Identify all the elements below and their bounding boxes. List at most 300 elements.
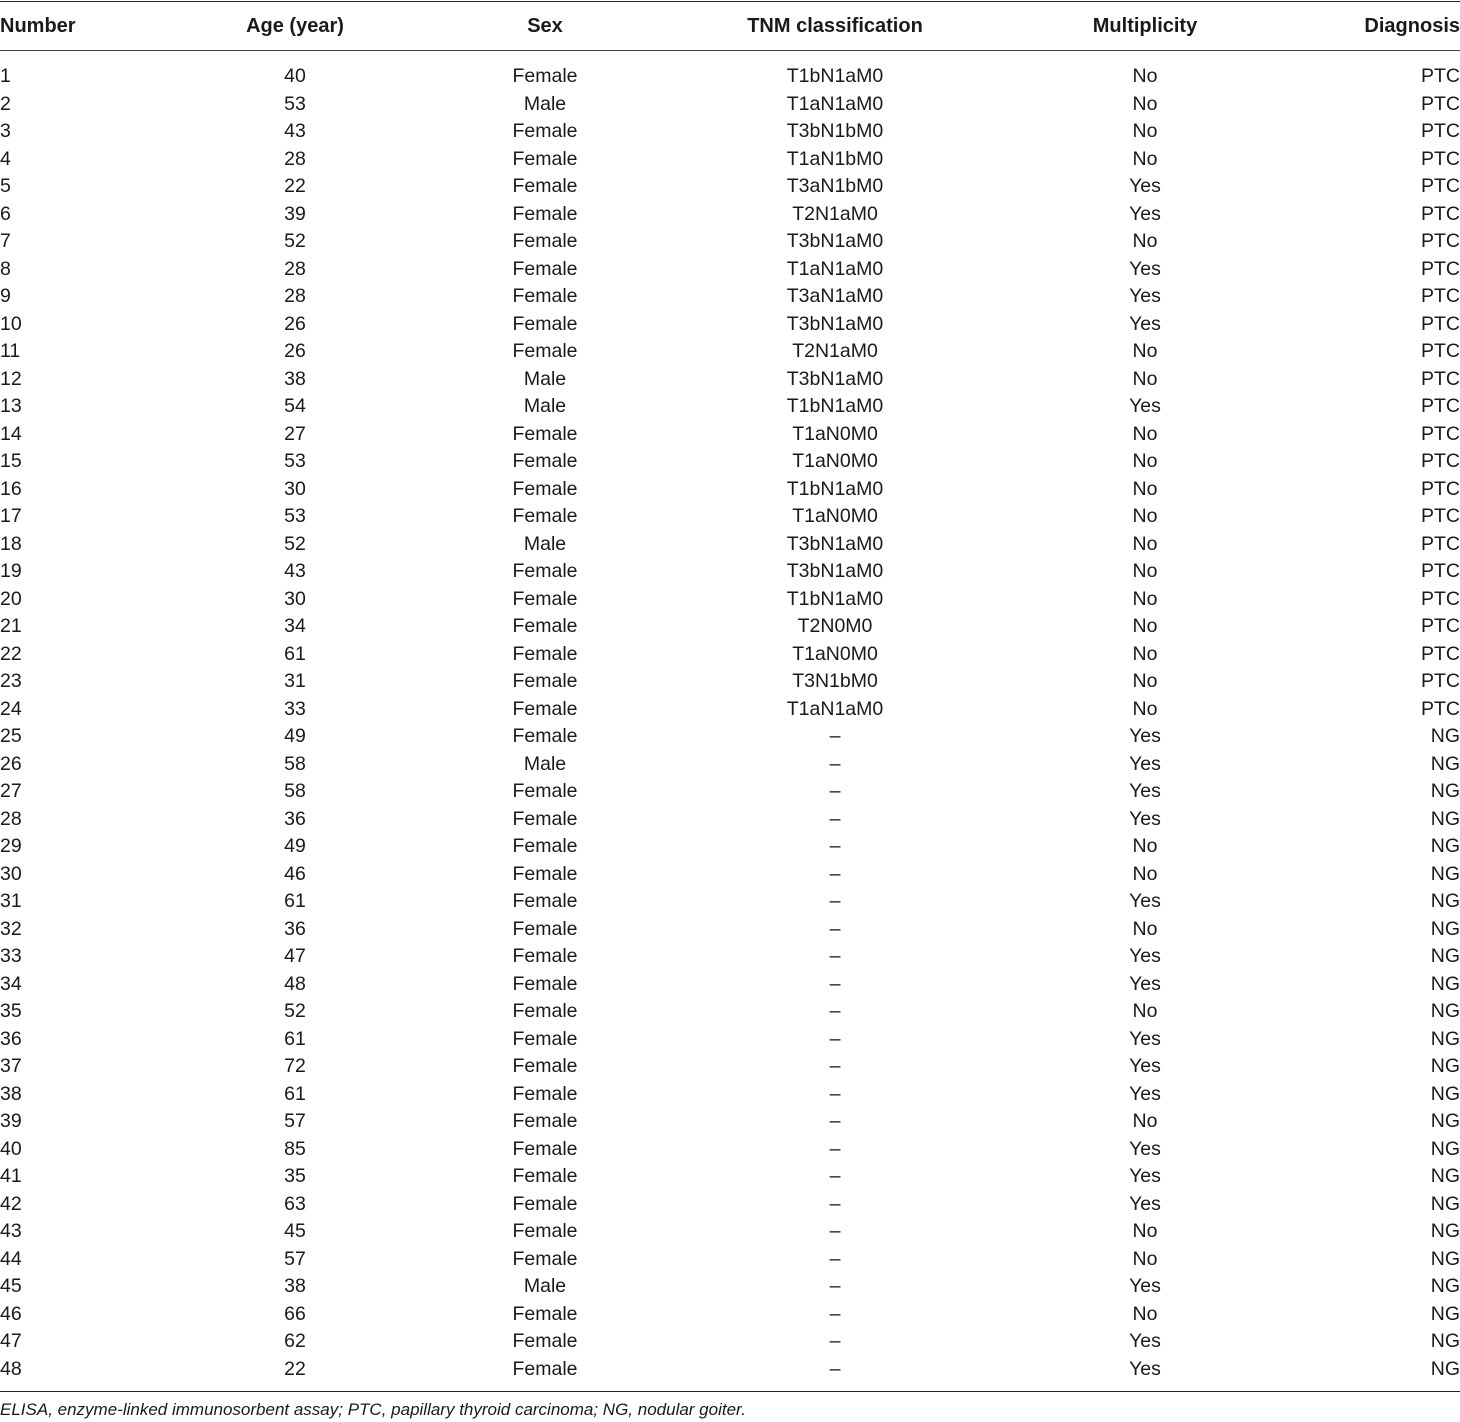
cell-multiplicity: No [1132,340,1158,362]
cell-diagnosis: PTC [1421,175,1460,197]
cell-diagnosis: NG [1430,1247,1460,1270]
cell-multiplicity: No [1132,230,1158,252]
cell-age: 48 [284,972,306,995]
cell-number: 27 [0,780,22,802]
cell-diagnosis: NG [1430,1082,1460,1105]
table-row [0,723,1460,751]
cell-number: 32 [0,917,22,940]
cell-diagnosis: PTC [1421,532,1460,555]
cell-diagnosis: PTC [1421,92,1460,115]
cell-multiplicity: No [1132,147,1158,170]
cell-diagnosis: NG [1430,862,1460,885]
cell-tnm: – [829,1220,841,1242]
table-row [0,366,1460,394]
cell-number: 11 [0,340,21,362]
cell-number: 39 [0,1110,22,1132]
table-row [0,1301,1460,1329]
cell-multiplicity: Yes [1129,1082,1161,1105]
table-row [0,1191,1460,1219]
cell-tnm: – [829,1082,841,1105]
table-row [0,751,1460,779]
header-diagnosis: Diagnosis [1364,14,1460,37]
cell-multiplicity: No [1132,120,1158,142]
cell-age: 61 [284,1082,306,1105]
cell-sex: Female [512,1302,578,1325]
table-row [0,1026,1460,1054]
cell-number: 29 [0,835,22,857]
cell-tnm: – [829,752,841,775]
cell-age: 57 [284,1110,306,1132]
cell-tnm: T3bN1aM0 [786,367,884,390]
cell-tnm: – [829,945,841,967]
cell-tnm: T2N0M0 [797,615,873,637]
cell-number: 1 [0,65,11,87]
cell-tnm: – [829,1247,841,1270]
cell-diagnosis: PTC [1421,202,1460,225]
cell-multiplicity: No [1132,560,1158,582]
cell-multiplicity: No [1132,835,1158,857]
cell-sex: Female [512,1247,578,1270]
cell-tnm: – [829,725,841,747]
cell-diagnosis: PTC [1421,395,1460,417]
cell-multiplicity: Yes [1129,780,1161,802]
cell-age: 52 [284,532,306,555]
cell-number: 21 [0,615,22,637]
cell-diagnosis: PTC [1421,120,1460,142]
cell-diagnosis: PTC [1421,285,1460,307]
cell-tnm: T3bN1aM0 [786,230,884,252]
cell-diagnosis: NG [1430,752,1460,775]
table-row [0,586,1460,614]
cell-diagnosis: PTC [1421,450,1460,472]
cell-sex: Female [512,257,578,280]
cell-number: 22 [0,642,22,665]
table-row [0,283,1460,311]
cell-tnm: T1aN1aM0 [786,257,884,280]
cell-age: 63 [284,1192,306,1215]
cell-diagnosis: NG [1430,890,1460,912]
table-row [0,1163,1460,1191]
cell-number: 13 [0,395,22,417]
cell-age: 53 [284,92,306,115]
cell-diagnosis: NG [1430,807,1460,830]
cell-number: 47 [0,1330,22,1352]
cell-sex: Female [512,1000,578,1022]
cell-diagnosis: PTC [1421,560,1460,582]
cell-diagnosis: NG [1430,1275,1460,1297]
cell-sex: Female [512,697,578,720]
cell-sex: Female [512,505,578,527]
cell-tnm: – [829,1110,841,1132]
table-header [0,0,1460,52]
cell-multiplicity: No [1132,917,1158,940]
cell-age: 27 [284,422,306,445]
header-age: Age (year) [246,14,344,37]
cell-sex: Female [512,340,578,362]
cell-diagnosis: PTC [1421,230,1460,252]
cell-diagnosis: PTC [1421,615,1460,637]
cell-age: 22 [284,1357,306,1380]
cell-multiplicity: Yes [1129,1192,1161,1215]
cell-multiplicity: No [1132,670,1158,692]
cell-tnm: T1aN0M0 [792,450,878,472]
cell-sex: Female [512,587,578,610]
cell-multiplicity: No [1132,697,1158,720]
cell-age: 36 [284,807,306,830]
cell-tnm: T1aN0M0 [792,642,878,665]
cell-number: 34 [0,972,22,995]
cell-age: 49 [284,725,306,747]
cell-age: 72 [284,1055,306,1077]
cell-age: 40 [284,65,306,87]
header-multiplicity: Multiplicity [1092,14,1198,37]
table-row [0,531,1460,559]
cell-age: 33 [284,697,306,720]
table-row [0,641,1460,669]
cell-diagnosis: NG [1430,945,1460,967]
cell-sex: Female [512,890,578,912]
cell-diagnosis: PTC [1421,587,1460,610]
cell-tnm: T3aN1bM0 [786,175,884,197]
cell-multiplicity: Yes [1129,945,1161,967]
cell-age: 62 [284,1330,306,1352]
table-row [0,393,1460,421]
cell-number: 8 [0,257,11,280]
cell-age: 45 [284,1220,306,1242]
cell-age: 28 [284,285,306,307]
cell-age: 28 [284,257,306,280]
table-row [0,1053,1460,1081]
cell-tnm: T1aN0M0 [792,422,878,445]
cell-age: 26 [284,340,306,362]
table-row [0,118,1460,146]
cell-multiplicity: Yes [1129,1137,1161,1160]
cell-age: 61 [284,890,306,912]
cell-sex: Female [512,917,578,940]
cell-number: 42 [0,1192,22,1215]
cell-multiplicity: Yes [1129,1357,1161,1380]
cell-tnm: – [829,1357,841,1380]
cell-sex: Female [512,835,578,857]
cell-sex: Female [512,862,578,885]
cell-number: 16 [0,477,22,500]
table-row [0,476,1460,504]
cell-tnm: – [829,1302,841,1325]
cell-multiplicity: No [1132,1220,1158,1242]
cell-age: 85 [284,1137,306,1160]
table-row [0,91,1460,119]
cell-sex: Male [523,752,567,775]
cell-tnm: – [829,1192,841,1215]
cell-tnm: – [829,1027,841,1050]
cell-diagnosis: PTC [1421,65,1460,87]
table-row [0,1273,1460,1301]
cell-multiplicity: Yes [1129,972,1161,995]
cell-age: 46 [284,862,306,885]
cell-number: 33 [0,945,22,967]
cell-age: 47 [284,945,306,967]
cell-number: 43 [0,1220,22,1242]
cell-age: 39 [284,202,306,225]
cell-age: 49 [284,835,306,857]
cell-age: 66 [284,1302,306,1325]
cell-tnm: T3aN1aM0 [786,285,884,307]
cell-multiplicity: No [1132,65,1158,87]
table-row [0,1328,1460,1356]
cell-sex: Female [512,1055,578,1077]
cell-multiplicity: No [1132,505,1158,527]
cell-age: 34 [284,615,306,637]
table-row [0,503,1460,531]
cell-age: 53 [284,450,306,472]
cell-diagnosis: PTC [1421,670,1460,692]
cell-diagnosis: NG [1430,1027,1460,1050]
cell-number: 4 [0,147,11,170]
cell-tnm: – [829,835,841,857]
cell-age: 38 [284,1275,306,1297]
cell-multiplicity: Yes [1129,285,1161,307]
cell-multiplicity: No [1132,532,1158,555]
cell-tnm: – [829,1137,841,1160]
cell-diagnosis: NG [1430,917,1460,940]
cell-diagnosis: NG [1430,1137,1460,1160]
table-row [0,338,1460,366]
cell-age: 58 [284,752,306,775]
table-row [0,228,1460,256]
cell-sex: Female [512,945,578,967]
cell-sex: Female [512,1110,578,1132]
table-row [0,668,1460,696]
cell-tnm: T2N1aM0 [792,340,878,362]
table-body [0,52,1460,1383]
cell-diagnosis: NG [1430,1220,1460,1242]
cell-tnm: T1bN1aM0 [786,65,884,87]
cell-age: 52 [284,1000,306,1022]
cell-multiplicity: Yes [1129,1330,1161,1352]
cell-diagnosis: PTC [1421,697,1460,720]
cell-tnm: – [829,1330,841,1352]
cell-number: 46 [0,1302,22,1325]
cell-sex: Female [512,65,578,87]
cell-sex: Female [512,450,578,472]
cell-tnm: – [829,1275,841,1297]
cell-sex: Female [512,807,578,830]
cell-sex: Female [512,1220,578,1242]
cell-sex: Female [512,120,578,142]
cell-number: 30 [0,862,22,885]
cell-sex: Female [512,560,578,582]
cell-diagnosis: NG [1430,1000,1460,1022]
table-row [0,806,1460,834]
cell-tnm: T3bN1aM0 [786,532,884,555]
cell-age: 52 [284,230,306,252]
cell-sex: Female [512,1137,578,1160]
cell-number: 35 [0,1000,22,1022]
cell-multiplicity: Yes [1129,395,1161,417]
table-row [0,311,1460,339]
table-row [0,421,1460,449]
table-footnote: ELISA, enzyme-linked immunosorbent assay; PTC, papillary thyroid carcinoma; NG, nodular goiter. [0,1400,746,1419]
table-row [0,998,1460,1026]
header-number: Number [0,14,76,37]
cell-number: 15 [0,450,22,472]
cell-tnm: T1aN0M0 [792,505,878,527]
table-row [0,558,1460,586]
cell-multiplicity: No [1132,587,1158,610]
header-tnm: TNM classification [747,14,923,37]
cell-number: 20 [0,587,22,610]
cell-sex: Female [512,642,578,665]
table-row [0,1218,1460,1246]
cell-number: 48 [0,1357,22,1380]
cell-tnm: – [829,1000,841,1022]
cell-sex: Female [512,477,578,500]
cell-number: 14 [0,422,22,445]
cell-sex: Male [523,92,567,115]
cell-number: 26 [0,752,22,775]
cell-tnm: T1bN1aM0 [786,477,884,500]
cell-diagnosis: PTC [1421,340,1460,362]
table-row [0,861,1460,889]
cell-diagnosis: NG [1430,780,1460,802]
cell-tnm: T1aN1aM0 [786,92,884,115]
cell-tnm: – [829,917,841,940]
cell-number: 40 [0,1137,22,1160]
cell-multiplicity: No [1132,367,1158,390]
cell-age: 31 [284,670,306,692]
cell-number: 31 [0,890,22,912]
cell-multiplicity: Yes [1129,890,1161,912]
cell-age: 28 [284,147,306,170]
cell-sex: Female [512,1082,578,1105]
cell-multiplicity: No [1132,92,1158,115]
cell-age: 61 [284,1027,306,1050]
cell-multiplicity: Yes [1129,312,1161,335]
table-row [0,833,1460,861]
cell-number: 3 [0,120,11,142]
cell-multiplicity: No [1132,1247,1158,1270]
cell-tnm: – [829,972,841,995]
cell-diagnosis: NG [1430,1055,1460,1077]
cell-multiplicity: Yes [1129,257,1161,280]
cell-sex: Female [512,1165,578,1187]
cell-multiplicity: Yes [1129,725,1161,747]
cell-age: 22 [284,175,306,197]
cell-sex: Female [512,175,578,197]
cell-age: 30 [284,587,306,610]
cell-multiplicity: No [1132,477,1158,500]
cell-diagnosis: PTC [1421,312,1460,335]
cell-number: 36 [0,1027,22,1050]
cell-number: 7 [0,230,11,252]
cell-sex: Female [512,422,578,445]
cell-sex: Female [512,615,578,637]
cell-multiplicity: No [1132,450,1158,472]
table-bottom-rule [0,1391,1460,1392]
cell-diagnosis: PTC [1421,477,1460,500]
cell-sex: Female [512,1027,578,1050]
table-spacer-row [0,52,1460,63]
cell-multiplicity: Yes [1129,1027,1161,1050]
cell-number: 17 [0,505,22,527]
cell-tnm: T1bN1aM0 [786,587,884,610]
cell-number: 23 [0,670,22,692]
table-row [0,943,1460,971]
cell-sex: Female [512,670,578,692]
cell-tnm: T3N1bM0 [792,670,878,692]
cell-age: 38 [284,367,306,390]
cell-sex: Female [512,285,578,307]
table-row [0,173,1460,201]
cell-age: 53 [284,505,306,527]
cell-tnm: – [829,1165,841,1187]
cell-diagnosis: PTC [1421,367,1460,390]
cell-tnm: T1aN1bM0 [786,147,884,170]
cell-age: 30 [284,477,306,500]
cell-diagnosis: NG [1430,1302,1460,1325]
cell-diagnosis: NG [1430,835,1460,857]
cell-tnm: T3bN1bM0 [786,120,884,142]
cell-sex: Female [512,1192,578,1215]
table-row [0,1246,1460,1274]
cell-tnm: – [829,807,841,830]
cell-multiplicity: No [1132,422,1158,445]
cell-number: 37 [0,1055,22,1077]
cell-diagnosis: PTC [1421,147,1460,170]
cell-number: 45 [0,1275,22,1297]
cell-number: 25 [0,725,22,747]
cell-sex: Female [512,202,578,225]
cell-number: 19 [0,560,22,582]
cell-sex: Female [512,1330,578,1352]
cell-age: 36 [284,917,306,940]
cell-sex: Female [512,230,578,252]
cell-multiplicity: No [1132,1302,1158,1325]
table-row [0,613,1460,641]
cell-number: 44 [0,1247,22,1270]
cell-age: 54 [284,395,306,417]
cell-age: 26 [284,312,306,335]
cell-diagnosis: NG [1430,1165,1460,1187]
cell-number: 41 [0,1165,22,1187]
cell-multiplicity: Yes [1129,202,1161,225]
cell-number: 10 [0,312,22,335]
cell-multiplicity: No [1132,1000,1158,1022]
table-row [0,1081,1460,1109]
cell-multiplicity: Yes [1129,752,1161,775]
table-row [0,888,1460,916]
cell-multiplicity: Yes [1129,1055,1161,1077]
cell-diagnosis: PTC [1421,642,1460,665]
cell-age: 35 [284,1165,306,1187]
cell-diagnosis: NG [1430,972,1460,995]
cell-number: 28 [0,807,22,830]
cell-age: 58 [284,780,306,802]
cell-number: 24 [0,697,22,720]
cell-number: 38 [0,1082,22,1105]
cell-tnm: T1aN1aM0 [786,697,884,720]
cell-tnm: – [829,1055,841,1077]
cell-multiplicity: Yes [1129,175,1161,197]
cell-tnm: T1bN1aM0 [786,395,884,417]
cell-multiplicity: No [1132,615,1158,637]
header-row [0,0,1460,52]
cell-diagnosis: NG [1430,1192,1460,1215]
cell-number: 9 [0,285,11,307]
cell-tnm: – [829,890,841,912]
cell-number: 2 [0,92,11,115]
table-row [0,696,1460,724]
